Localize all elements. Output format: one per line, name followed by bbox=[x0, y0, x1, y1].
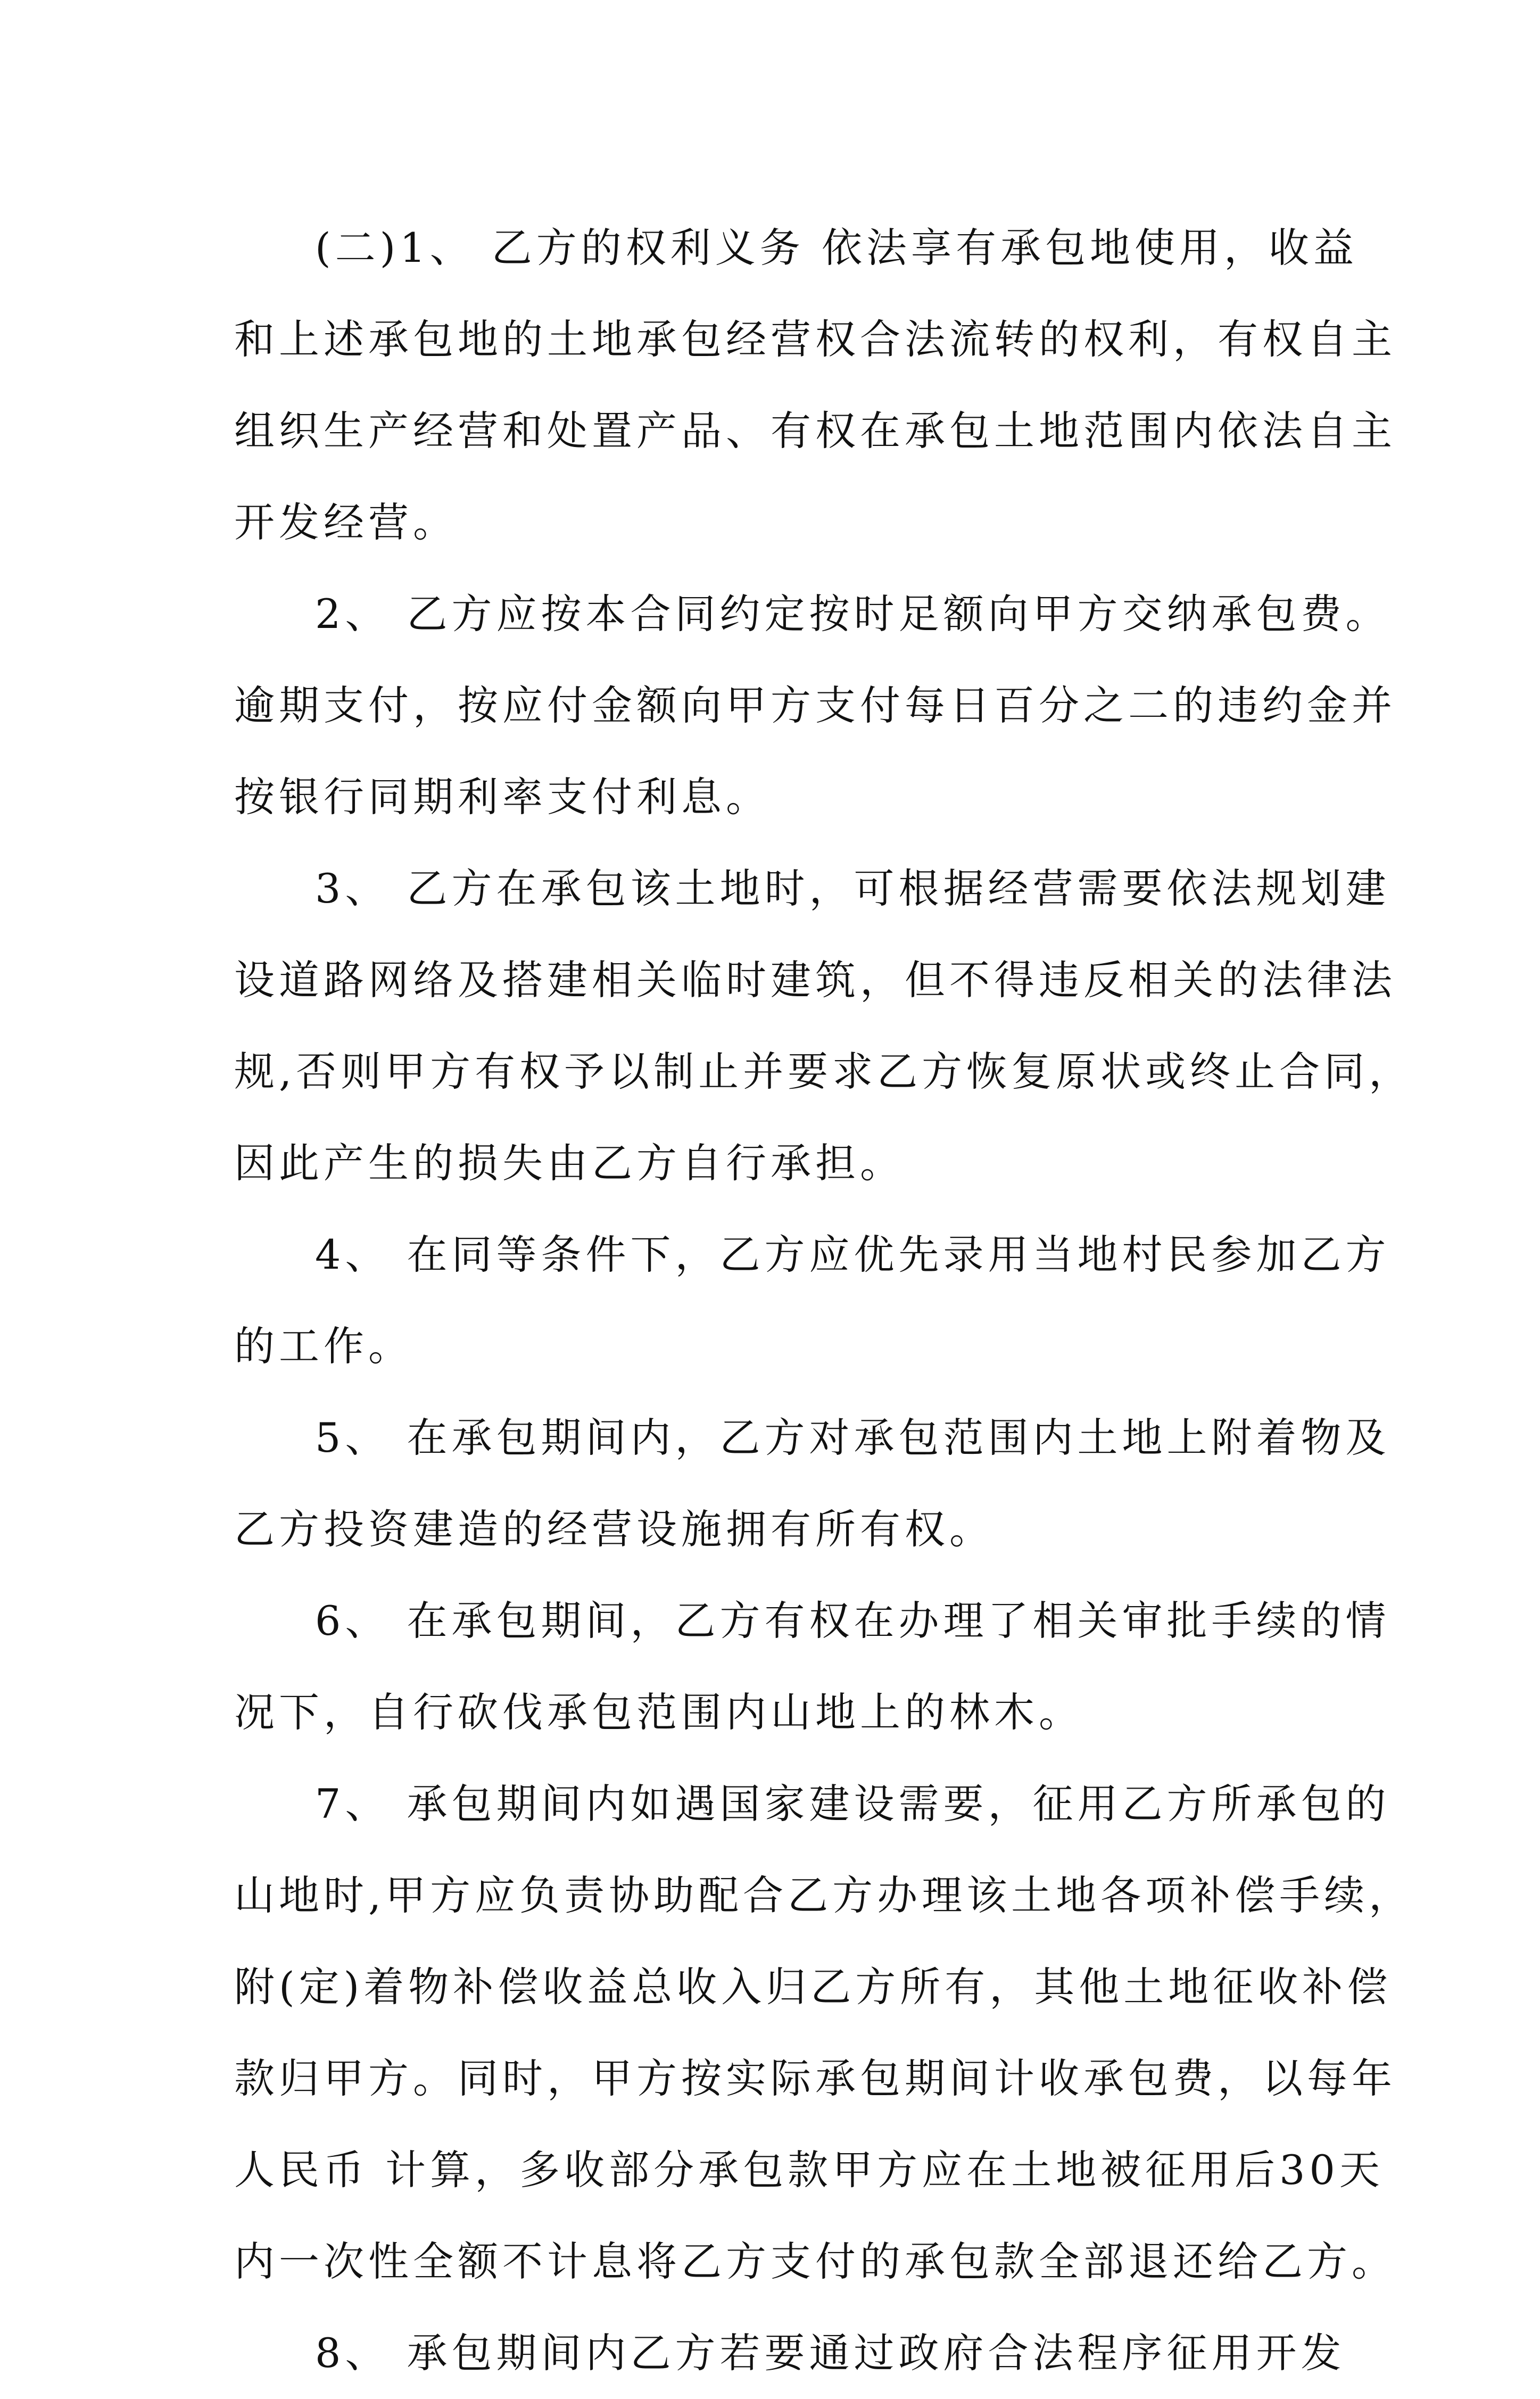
text-line: 组织生产经营和处置产品、有权在承包土地范围内依法自主 bbox=[234, 407, 1396, 454]
text-line: 开发经营。 bbox=[234, 499, 458, 546]
clause-5-paragraph bbox=[234, 1392, 1390, 1575]
text-line: 4、 在同等条件下，乙方应优先录用当地村民参加乙方 bbox=[315, 1231, 1390, 1278]
text-line: 因此产生的损失由乙方自行承担。 bbox=[234, 1139, 905, 1187]
text-line: 乙方投资建造的经营设施拥有所有权。 bbox=[234, 1505, 994, 1553]
text-line: 款归甲方。同时，甲方按实际承包期间计收承包费，以每年 bbox=[234, 2055, 1396, 2102]
text-line: 人民币 计算，多收部分承包款甲方应在土地被征用后30天 bbox=[234, 2146, 1384, 2194]
clause-7-paragraph bbox=[234, 1758, 1414, 2307]
text-line: 规,否则甲方有权予以制止并要求乙方恢复原状或终止合同， bbox=[234, 1048, 1414, 1095]
text-line: 附(定)着物补偿收益总收入归乙方所有，其他土地征收补偿 bbox=[234, 1963, 1392, 2011]
clause-4-paragraph bbox=[234, 1209, 1390, 1392]
text-line: 内一次性全额不计息将乙方支付的承包款全部退还给乙方。 bbox=[234, 2238, 1396, 2285]
text-line: 6、 在承包期间，乙方有权在办理了相关审批手续的情 bbox=[315, 1597, 1390, 1644]
text-line: 2、 乙方应按本合同约定按时足额向甲方交纳承包费。 bbox=[315, 590, 1390, 638]
text-line: 5、 在承包期间内，乙方对承包范围内土地上附着物及 bbox=[315, 1414, 1390, 1461]
text-line: 况下，自行砍伐承包范围内山地上的林木。 bbox=[234, 1689, 1083, 1736]
clause-1-paragraph bbox=[234, 202, 1396, 568]
text-line: 8、 承包期间内乙方若要通过政府合法程序征用开发 bbox=[315, 2329, 1346, 2377]
text-line: 按银行同期利率支付利息。 bbox=[234, 773, 771, 821]
clause-3-paragraph bbox=[234, 843, 1414, 1209]
clause-2-paragraph bbox=[234, 568, 1396, 843]
clause-6-paragraph bbox=[234, 1575, 1390, 1758]
clause-8-paragraph bbox=[234, 2307, 1346, 2399]
text-line: 设道路网络及搭建相关临时建筑，但不得违反相关的法律法 bbox=[234, 956, 1396, 1004]
text-line: 的工作。 bbox=[234, 1322, 413, 1370]
document-body bbox=[234, 202, 1414, 2399]
text-line: 逾期支付，按应付金额向甲方支付每日百分之二的违约金并 bbox=[234, 682, 1396, 729]
text-line: 3、 乙方在承包该土地时，可根据经营需要依法规划建 bbox=[315, 865, 1390, 912]
text-line: 和上述承包地的土地承包经营权合法流转的权利，有权自主 bbox=[234, 316, 1396, 363]
text-line: (二)1、 乙方的权利义务 依法享有承包地使用，收益 bbox=[315, 224, 1358, 271]
text-line: 山地时,甲方应负责协助配合乙方办理该土地各项补偿手续， bbox=[234, 1872, 1414, 1919]
text-line: 7、 承包期间内如遇国家建设需要，征用乙方所承包的 bbox=[315, 1780, 1390, 1827]
